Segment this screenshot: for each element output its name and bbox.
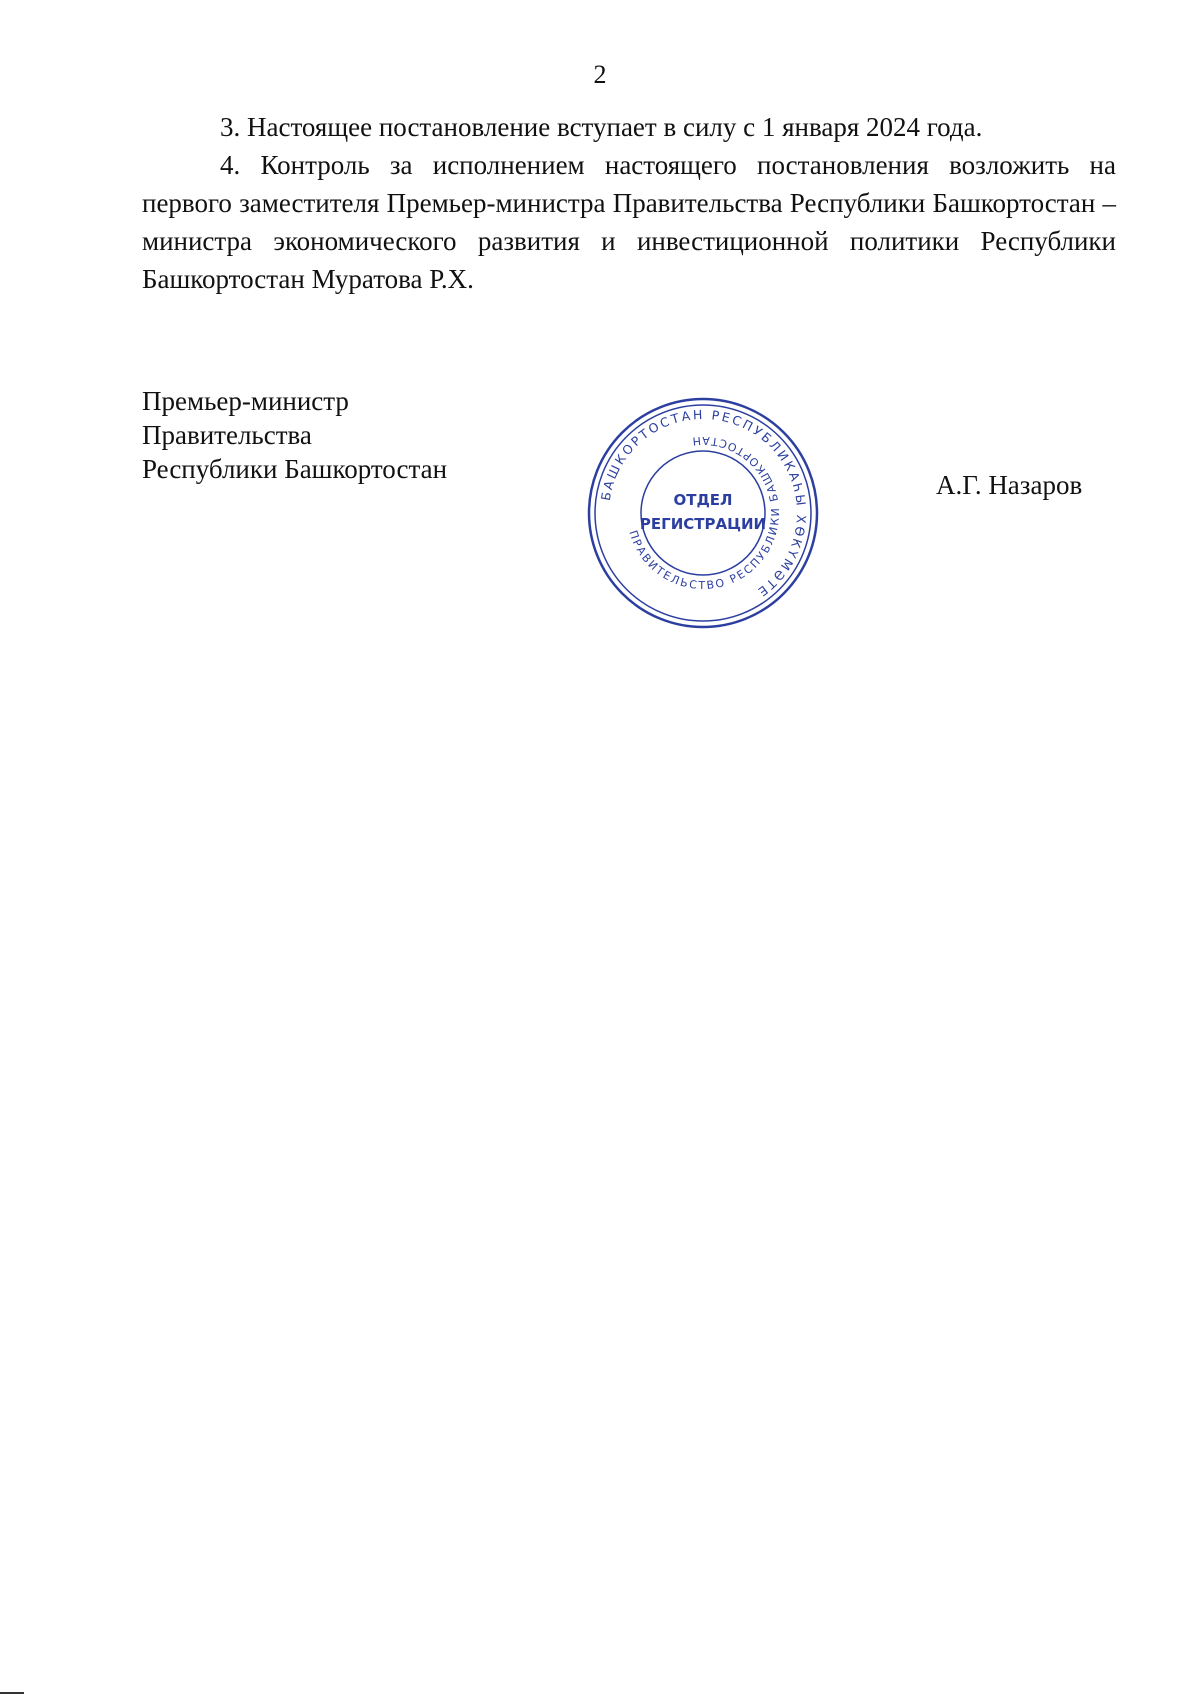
signatory-title-line: Правительства (142, 420, 312, 450)
signatory-title-line: Республики Башкортостан (142, 454, 448, 484)
stamp-outer-text: БАШКОРТОСТАН РЕСПУБЛИКАҺЫ ХӨКҮМӘТЕ (597, 406, 810, 601)
registration-stamp (585, 395, 821, 631)
scan-edge-mark (0, 1692, 24, 1694)
paragraph-effective-date: 3. Настоящее постановление вступает в силу с 1 января 2024 года. (220, 112, 983, 142)
stamp-center-line: ОТДЕЛ (673, 491, 733, 509)
stamp-outer-ring (589, 399, 817, 627)
paragraph-control: 4. Контроль за исполнением настоящего постановления возложить на первого заместителя Премьер-министра Правительства Республики Башкортостан – министра экономического развития и инвестиционной политики Республики Башкортостан Муратова Р.Х. (142, 150, 1116, 294)
signatory-name: А.Г. Назаров (936, 470, 1083, 500)
stamp-center-line: РЕГИСТРАЦИИ (639, 515, 767, 533)
signatory-title (142, 384, 447, 486)
signatory-title-line: Премьер-министр (142, 386, 349, 416)
stamp-inner-ring (641, 451, 765, 575)
body-text (142, 108, 1116, 298)
page-number: 2 (593, 60, 607, 89)
stamp-inner-text: ПРАВИТЕЛЬСТВО РЕСПУБЛИКИ БАШКОРТОСТАН (626, 433, 783, 593)
